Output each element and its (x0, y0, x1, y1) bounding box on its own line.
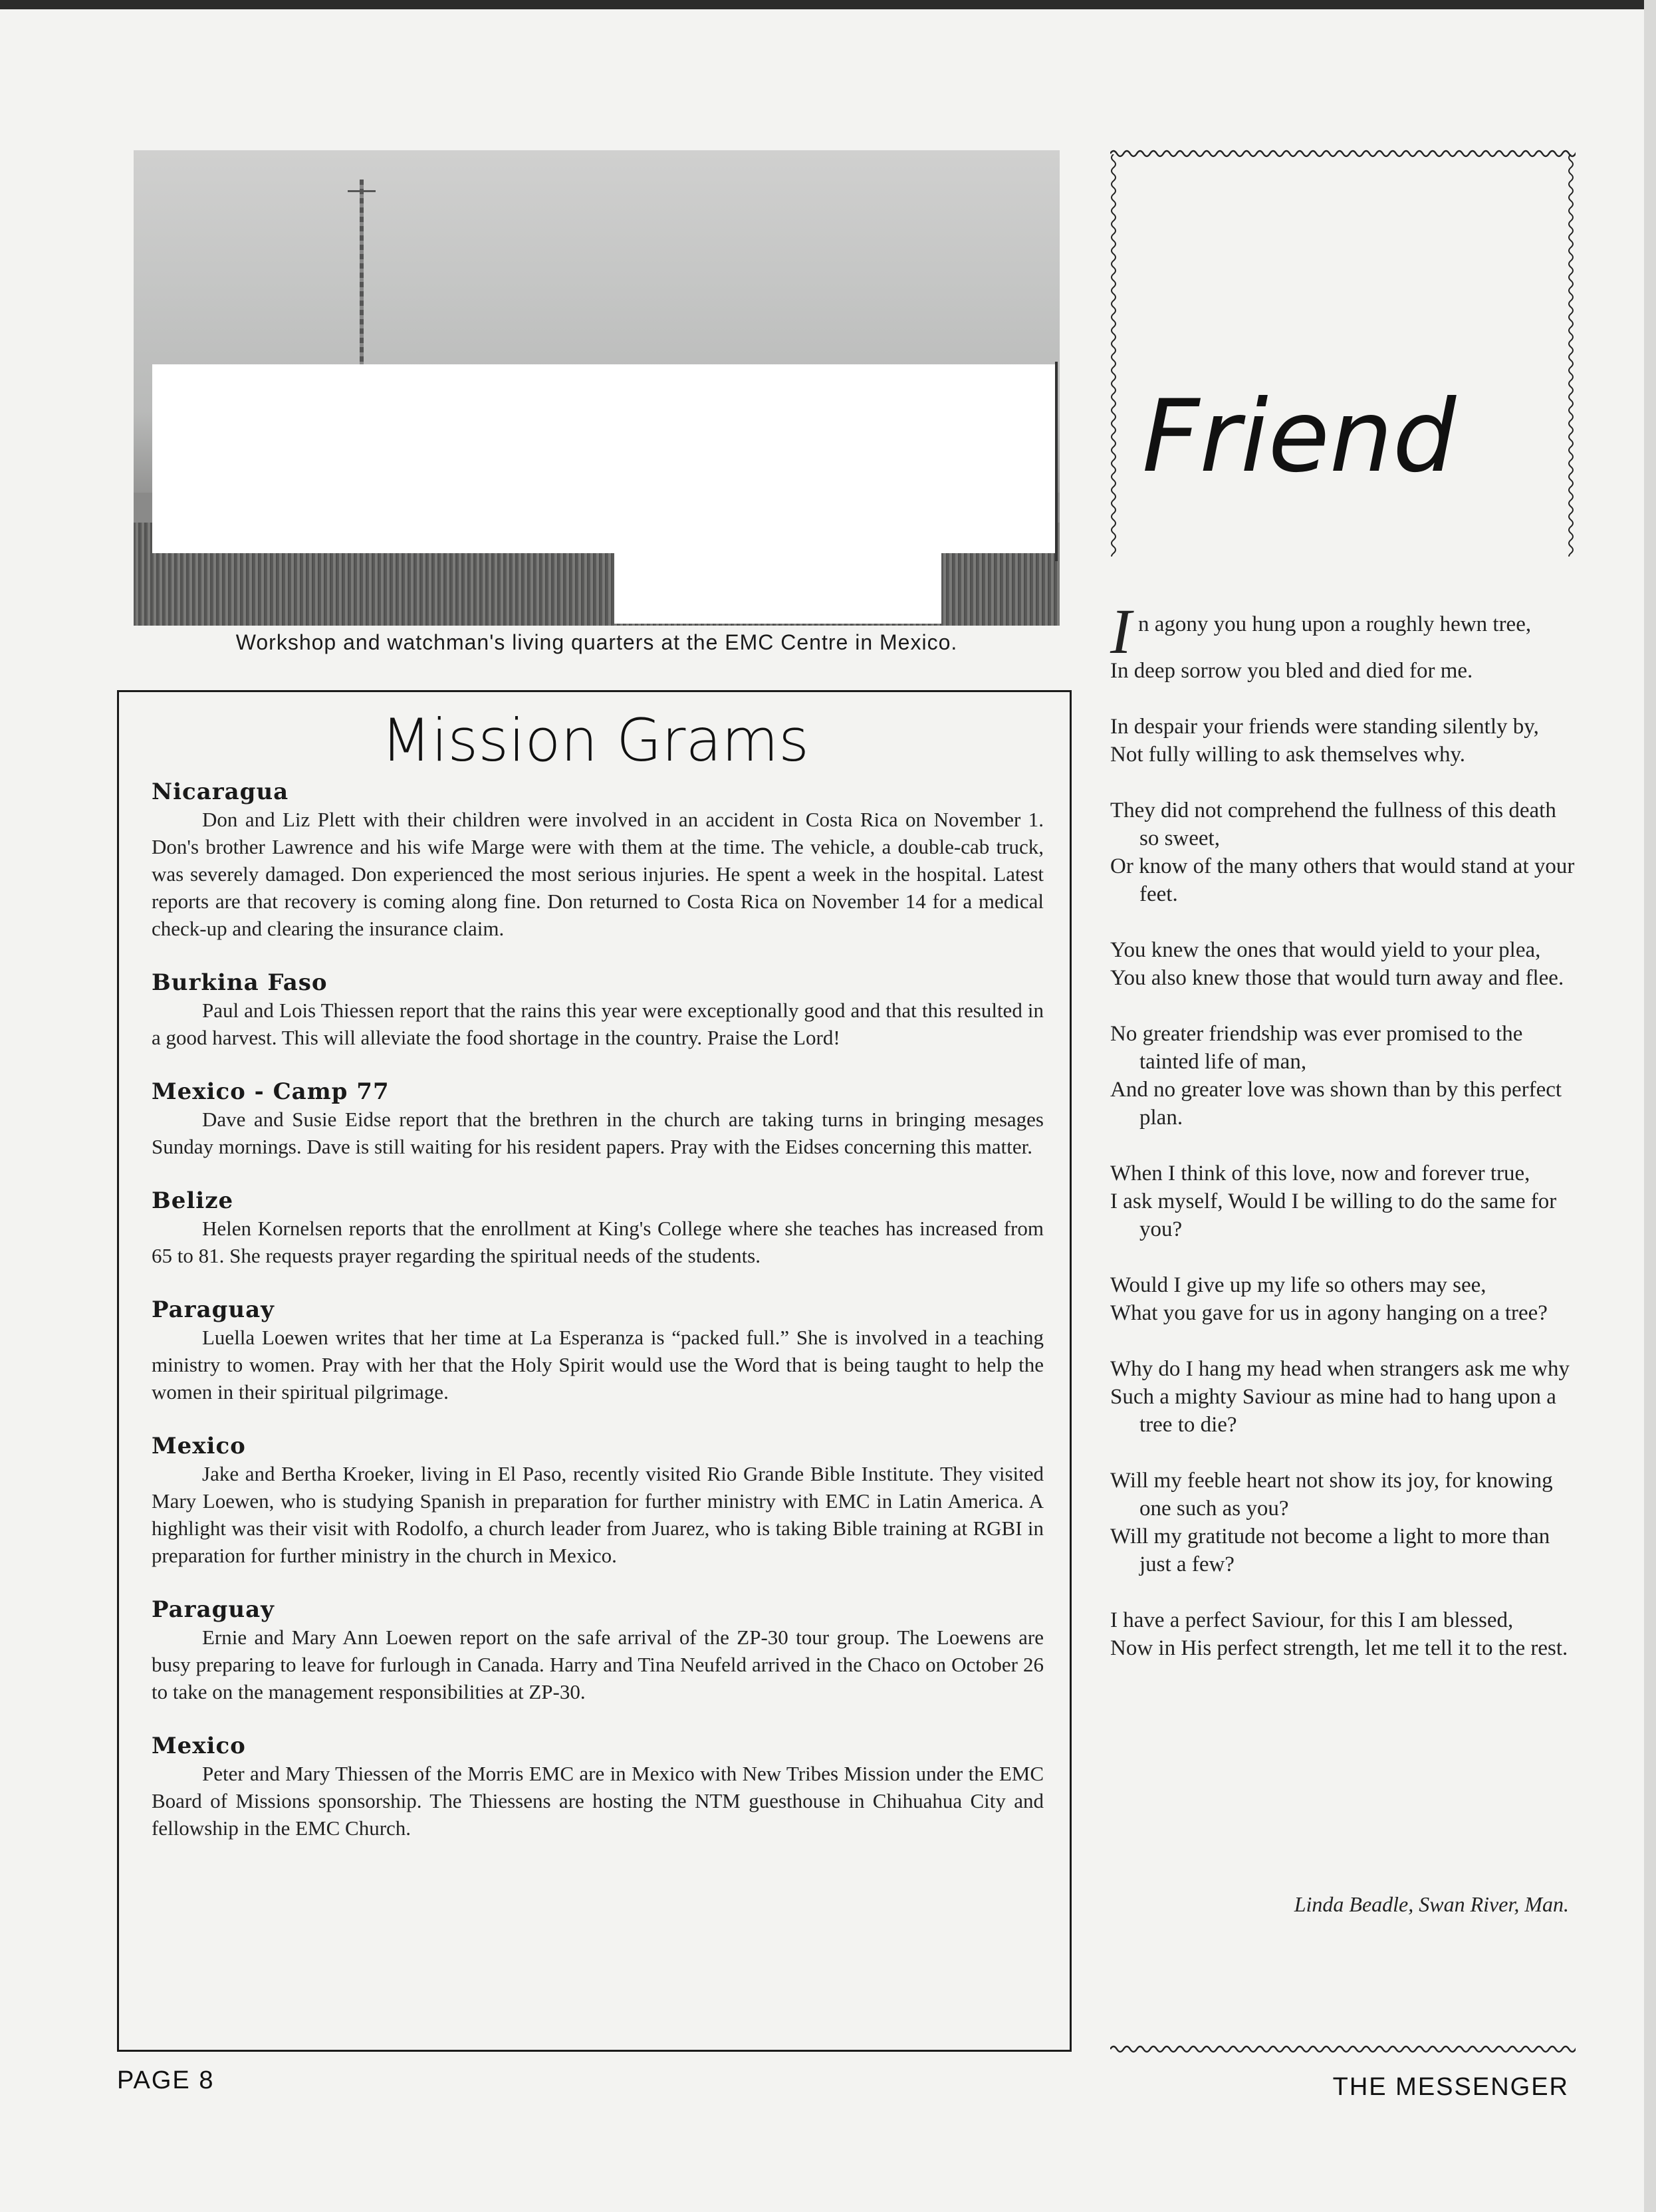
section-heading: Nicaragua (152, 779, 289, 805)
poem-line: I ask myself, Would I be willing to do the same for you? (1110, 1189, 1557, 1241)
photo-redacted-area (152, 364, 1058, 553)
radio-mast-crossbar (348, 190, 376, 192)
poem-line: When I think of this love, now and forever true, (1110, 1162, 1530, 1185)
photo-redacted-area-lower (614, 549, 941, 624)
section-body: Helen Kornelsen reports that the enrollment at King's College where she teaches has increased from 65 to 81. She requests prayer regarding the spiritual needs of the students. (152, 1217, 1044, 1267)
poem-line: Would I give up my life so others may see, (1110, 1273, 1486, 1297)
section-heading: Paraguay (152, 1596, 275, 1623)
wavy-rule-bottom (1110, 2043, 1576, 2055)
grams-section (152, 969, 1044, 1051)
poem-line: You knew the ones that would yield to your plea, (1110, 938, 1541, 962)
poem-line: In despair your friends were standing silently by, (1110, 715, 1539, 739)
poem-stanza (1110, 1020, 1576, 1132)
drop-cap: I (1110, 596, 1131, 667)
section-heading: Paraguay (152, 1296, 275, 1323)
section-heading: Burkina Faso (152, 969, 328, 996)
poem-stanza (1110, 1606, 1576, 1662)
grams-section (152, 1732, 1044, 1842)
poem-line: No greater friendship was ever promised to the tainted life of man, (1110, 1022, 1523, 1074)
poem-line: Will my feeble heart not show its joy, for knowing one such as you? (1110, 1469, 1553, 1521)
grams-section (152, 1078, 1044, 1160)
section-body: Don and Liz Plett with their children were involved in an accident in Costa Rica on November 1. Don's brother Lawrence and his wife Marge were with them at the time. The vehicle, a double-cab truck, was severely damaged. Don experienced the most serious injuries. He spent a week in the hospital. Latest reports are that recovery is coming along fine. Don returned to Costa Rica on November 14 for a medical check-up and clearing the insurance claim. (152, 808, 1044, 940)
grams-section (152, 778, 1044, 942)
poem-stanza (1110, 1160, 1576, 1243)
mission-grams-sections (152, 778, 1044, 1868)
poem-stanza (1110, 596, 1576, 685)
page-number: PAGE 8 (117, 2066, 215, 2094)
poem-line: What you gave for us in agony hanging on a tree? (1110, 1301, 1548, 1325)
wavy-border-left (1109, 154, 1118, 556)
section-body: Paul and Lois Thiessen report that the rains this year were exceptionally good and that this resulted in a good harvest. This will alleviate the food shortage in the country. Praise the Lord! (152, 999, 1044, 1049)
poem-line: In agony you hung upon a roughly hewn tree, (1110, 596, 1532, 667)
emc-centre-photo (134, 150, 1060, 626)
poem-stanza (1110, 797, 1576, 908)
poem-body (1110, 596, 1576, 1690)
section-heading: Belize (152, 1187, 234, 1214)
section-body: Ernie and Mary Ann Loewen report on the safe arrival of the ZP-30 tour group. The Loewens are busy preparing to leave for furlough in Canada. Harry and Tina Neufeld arrived in the Chaco on October 26 to take on the management responsibilities at ZP-30. (152, 1626, 1044, 1703)
poem-line: I have a perfect Saviour, for this I am blessed, (1110, 1608, 1514, 1632)
scan-frame-right (1644, 0, 1656, 2212)
poem-line: Now in His perfect strength, let me tell it to the rest. (1110, 1636, 1568, 1660)
section-heading: Mexico - Camp 77 (152, 1078, 390, 1105)
poem-stanza (1110, 1355, 1576, 1439)
photo-caption: Workshop and watchman's living quarters at the EMC Centre in Mexico. (235, 630, 958, 654)
poem-line: Will my gratitude not become a light to more than just a few? (1110, 1525, 1550, 1576)
poem-stanza (1110, 713, 1576, 769)
grams-section (152, 1187, 1044, 1269)
poem-line: In deep sorrow you bled and died for me. (1110, 659, 1473, 683)
poem-line: And no greater love was shown than by this perfect plan. (1110, 1078, 1562, 1130)
poem-line: Not fully willing to ask themselves why. (1110, 743, 1466, 767)
poem-author: Linda Beadle, Swan River, Man. (1294, 1892, 1569, 1916)
mission-grams-title: Mission Grams (381, 706, 809, 775)
section-heading: Mexico (152, 1733, 246, 1759)
publication-name: THE MESSENGER (1332, 2073, 1569, 2101)
poem-stanza (1110, 936, 1576, 992)
poem-line: Why do I hang my head when strangers ask me why (1110, 1357, 1570, 1381)
poem-title: Friend (1142, 379, 1457, 495)
grams-section (152, 1596, 1044, 1705)
wavy-border-top (1110, 148, 1576, 160)
section-body: Luella Loewen writes that her time at La Esperanza is “packed full.” She is involved in a teaching ministry to women. Pray with her that the Holy Spirit would use the Word that is being taught to help the women in their spiritual pilgrimage. (152, 1326, 1044, 1404)
wavy-border-right (1566, 154, 1576, 556)
section-body: Peter and Mary Thiessen of the Morris EMC are in Mexico with New Tribes Mission under the EMC Board of Missions sponsorship. The Thiessens are hosting the NTM guesthouse in Chihuahua City and fellowship in the EMC Church. (152, 1762, 1044, 1840)
poem-stanza (1110, 1271, 1576, 1327)
poem-line: You also knew those that would turn away and flee. (1110, 966, 1564, 990)
photo-edge-line (1055, 362, 1058, 561)
scan-frame-top (0, 0, 1656, 9)
poem-line: They did not comprehend the fullness of this death so sweet, (1110, 799, 1556, 850)
poem-line: Such a mighty Saviour as mine had to hang upon a tree to die? (1110, 1385, 1556, 1437)
grams-section (152, 1432, 1044, 1569)
section-body: Dave and Susie Eidse report that the brethren in the church are taking turns in bringing mesages Sunday mornings. Dave is still waiting for his resident papers. Pray with the Eidses concerning this matter. (152, 1108, 1044, 1158)
section-heading: Mexico (152, 1433, 246, 1459)
poem-stanza (1110, 1467, 1576, 1578)
section-body: Jake and Bertha Kroeker, living in El Paso, recently visited Rio Grande Bible Institute. They visited Mary Loewen, who is studying Spanish in preparation for further ministry with EMC in Latin America. A highlight was their visit with Rodolfo, a church leader from Juarez, who is taking Bible training at RGBI in preparation for further ministry in the church in Mexico. (152, 1462, 1044, 1567)
grams-section (152, 1296, 1044, 1406)
poem-line: Or know of the many others that would stand at your feet. (1110, 854, 1575, 906)
